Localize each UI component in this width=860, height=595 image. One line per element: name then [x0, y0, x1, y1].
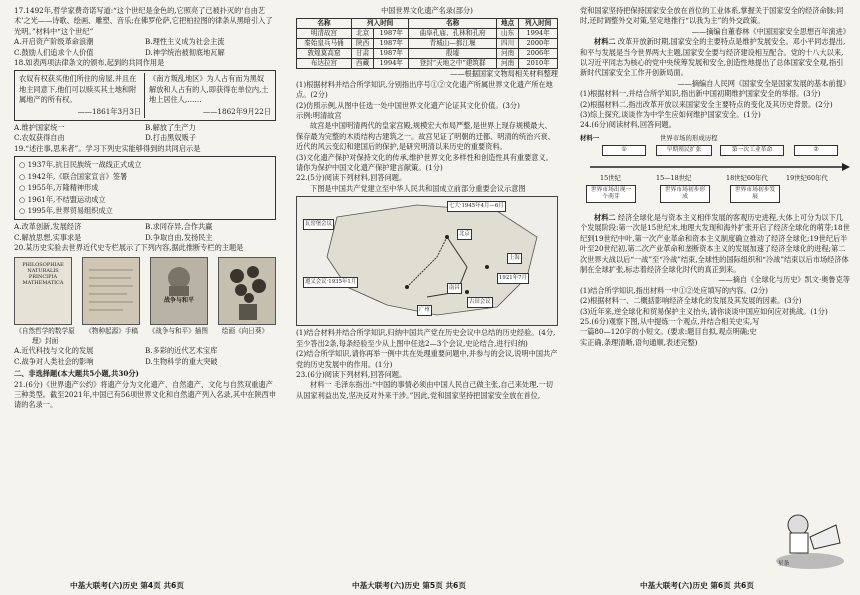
material-label: 材料一: [580, 133, 600, 142]
page-5-column: [296, 6, 558, 581]
example-body: 故宫是中国明清两代的皇家宫殿,规模宏大布局严整,是世界上现存规模最大、保存最为完整的木质结构古建筑之一。故宫见证了明朝的迁都、明清的统治兴衰、近代的风云变幻和建国后的保护,是研究明清以来历史的重要资料。: [296, 121, 555, 152]
timeline-top-box: 第一次工业革命: [720, 145, 784, 156]
caption: 《战争与和平》插图: [148, 326, 208, 335]
q21-part2: (2)仿照示例,从图中任选一处中国世界文化遗产论证其文化价值。(3分): [296, 100, 520, 110]
sunflowers-painting-image: [218, 257, 276, 325]
q22-part2: (2)结合所学知识,请你再举一例中共在处理重要问题中,并参与的会议,说明中国共产党的历史发展中的作用。(1分): [296, 349, 558, 369]
map-label: 遵义会议·1935年1月: [303, 277, 358, 288]
world-market-timeline: [580, 133, 850, 211]
timeline-top-box: ②: [794, 145, 838, 156]
table-row: 布达拉宫 西藏 1994年 登封“天地之中”建筑群 河南 2010年: [297, 59, 558, 69]
option: D.打击黑奴贩子: [145, 133, 196, 143]
option: B.解放了生产力: [145, 123, 196, 133]
q19-events-box: [14, 156, 276, 220]
option: A.维护国家统一: [14, 123, 65, 133]
page-6-column: [580, 6, 850, 581]
question-25: 25.(6分)观察下图,从中提炼一个观点,并结合相关史实,写一篇80—120字的小短文。(要求:题目自拟,观点明确;史实正确,条理清晰,语句通顺,表述完整): [580, 316, 760, 347]
q18-options: [14, 123, 276, 144]
q24-material2: 材料二 经济全球化是与资本主义相伴发展的客观历史进程,大体上可分为以下几个发展阶段:第一次是15世纪末,地理大发现和海外扩张开启了经济全球化的萌芽;18世纪到19世纪中叶,第一次产业革命和资本主义制度确立推动了经济全球化;19世纪后半叶至20世纪初,第二次产业革命和垄断资本主义的发展加速了经济全球化的进程;第二次世界大战以后“一战”至“冷战”结束,全球性的国际组织和“冷战”结束以后市场经济体制在全球扩张,标志着经济全球化时代的真正到来。: [580, 212, 850, 274]
continued-text: 党和国家坚持把保持国家安全放在首位的工业体系,掌握关于国家安全的经济命脉;同时,还时调整外交对策,坚定地推行“以我为主”的外交政策。: [580, 6, 844, 26]
cartoon-image: [770, 503, 850, 573]
option: C.战争对人类社会的影响: [14, 356, 94, 366]
caption: 绘画《向日葵》: [221, 326, 269, 335]
map-label: 北京: [457, 229, 472, 240]
q23-part2: (2)根据材料二,指出改革开放以来国家安全主要特点的变化及其历史背景。(2分): [580, 99, 833, 109]
q24-part2: (2)根据材料一、二概括影响经济全球化的发展及其发展的因素。(3分): [580, 296, 802, 306]
question-19: 19.“述往事,思来者”。学习下列史实能够得到的共同启示是: [14, 143, 201, 153]
option: B.多彩的近代艺术宝库: [145, 346, 218, 356]
option: C.鼓励人们追求个人价值: [14, 47, 94, 57]
q22-part1: (1)结合材料并结合所学知识,归纳中国共产党在历史会议中总结的历史经验。(4分,至少答出2条,每条经验至少从上图中任选2—3个会议,史论结合,进行归纳): [296, 328, 556, 348]
option: C.农奴获得自由: [14, 133, 65, 143]
q17-options: [14, 37, 276, 58]
q19-options: [14, 222, 276, 243]
q23-part3: (3)综上探究,谈谈作为中学生应如何维护国家安全。(1分): [580, 110, 761, 120]
timeline-top-box: 早期殖民扩张: [656, 145, 712, 156]
page-footer: 中基大联考(六)历史 第5页 共6页: [352, 581, 466, 590]
heritage-table-title: 中国世界文化遗产名录(部分): [381, 6, 473, 15]
option: B.求同存异,合作共赢: [145, 222, 213, 232]
question-17: 17.1492年,哲学家费奇诺写道:“这个世纪是金色的,它照亮了已被扑灭的‘自由艺术’之光——诗歌、绘画、雕塑、音乐;在佛罗伦萨,它把柏拉图的律条从黑暗引入了光明。”材料中“这个世纪”: [14, 6, 273, 36]
example-heading: 示例:明清故宫: [296, 111, 342, 121]
option: D.神学统治被彻底地瓦解: [145, 47, 225, 57]
q22-intro: 下图是中国共产党建立至中华人民共和国成立前部分重要会议示意图: [310, 183, 526, 193]
table-row: 明清故宫 北京 1987年 曲阜孔庙、孔林和孔府 山东 1994年: [297, 29, 558, 39]
question-18: 18.如表两项法律条文的颁布,起到的共同作用是: [14, 58, 165, 68]
map-label: 瓦窑堡会议: [303, 219, 334, 230]
q21-part3: (3)文化遗产保护对保持文化的传承,维护世界文化多样性和创造性具有重要意义。请你为保护中国文化遗产保护建言献策。(1分): [296, 152, 553, 173]
q20-images: [14, 257, 276, 325]
option: A.近代科技与文化的发展: [14, 346, 94, 356]
q20-captions: [14, 326, 276, 347]
table-header: 名称: [297, 19, 352, 29]
page-4-column: [14, 6, 276, 581]
option: D.争取自由,发扬民主: [145, 232, 213, 242]
table-row: 敦煌莫高窟 甘肃 1987年 殷墟 河南 2006年: [297, 49, 558, 59]
question-22: 22.(5分)阅读下列材料,回答问题。: [296, 173, 407, 183]
timeline-top-box: ①: [602, 145, 646, 156]
question-21: 21.(6分)《世界遗产公约》将遗产分为文化遗产、自然遗产、文化与自然双重遗产三种类型。截至2021年,中国已有56项世界文化和自然遗产列入名录,其中在陕西申请的名录一。: [14, 379, 276, 410]
q24-part3: (3)近年来,逆全球化和贸易保护主义抬头,请你谈谈中国应如何应对挑战。(1分): [580, 306, 828, 316]
q21-part1: (1)根据材料并结合所学知识,分别指出序号①②文化遗产所属世界文化遗产所在地点。(2分): [296, 79, 553, 100]
caption: 《自然哲学的数学原理》封面: [15, 326, 75, 345]
map-label: 上海: [507, 253, 522, 264]
material-source: ——摘编自人民网《国家安全是国家发展的基本前提》: [677, 78, 850, 88]
timeline-year: 15世纪: [600, 173, 621, 182]
event-item: ○ 1942年,《联合国家宣言》签署: [19, 171, 128, 181]
party-meetings-map: [296, 196, 558, 326]
caption: 《物种起源》手稿: [85, 326, 139, 335]
option: B.理性主义成为社会主流: [145, 37, 225, 47]
question-24: 24.(6分)阅读材料,回答问题。: [580, 120, 676, 130]
table-header: 列入时间: [519, 19, 558, 29]
q20-options: [14, 346, 276, 367]
q18-left-text: 农奴有权获买他们所住的房屋,并且在地主同意下,他们可以赎买其土地和附属地产的所有权。: [19, 74, 137, 105]
table-header-row: [297, 19, 558, 29]
heritage-table: [296, 18, 558, 69]
table-source: ——根据国家文物局相关材料整理: [450, 69, 558, 79]
timeline-bottom-box: 世界市场出现一个萌芽: [586, 185, 636, 203]
origin-of-species-manuscript-image: [82, 257, 140, 325]
map-label: 1921年7月: [497, 273, 529, 284]
event-item: ○ 1955年,万隆精神形成: [19, 183, 99, 193]
option: D.生物科学的重大突破: [145, 356, 218, 366]
q23-part1: (1)根据材料一,并结合所学知识,指出新中国初期维护国家安全的举措。(3分): [580, 89, 821, 99]
material-source: ——摘自《全球化与历史》凯文·奥鲁克等: [718, 275, 850, 285]
q18-table: [14, 70, 276, 121]
war-and-peace-illustration-image: 战争与和平: [150, 257, 208, 325]
event-item: ○ 1937年,抗日民族统一战线正式成立: [19, 160, 142, 170]
timeline-title: 世界市场的形成历程: [660, 133, 718, 142]
map-label: 广州: [417, 305, 432, 316]
principia-cover-image: PHILOSOPHIAE NATURALIS PRINCIPIA MATHEMATICA: [14, 257, 72, 325]
page-footer: 中基大联考(六)历史 第4页 共6页: [70, 581, 184, 590]
map-label: 七大·1945年4月—6月: [447, 201, 506, 212]
table-header: 列入时间: [351, 19, 408, 29]
timeline-year: 19世纪60年代: [786, 173, 828, 182]
timeline-bottom-box: 世界市场初步发展: [730, 185, 780, 203]
q23-material2: 材料二 改革开放新时期,国家安全的主要特点是维护发展安全。邓小平同志提出,和平与发展是当今世界两大主题,国家安全要与经济建设相互配合。党的十八大以来,以习近平同志为核心的党中央统筹发展和安全,创造性地提出了总体国家安全观,指引新时代国家安全工作开创新局面。: [580, 37, 846, 78]
section-heading-nonchoice: 二、非选择题(本大题共5小题,共30分): [14, 369, 139, 379]
q24-part1: (1)结合所学知识,指出材料一中①②处应填写的内容。(2分): [580, 285, 768, 295]
question-23: 23.(6分)阅读下列材料,回答问题。: [296, 369, 407, 379]
map-label: 古田会议: [467, 297, 493, 308]
timeline-year: 15—18世纪: [656, 173, 692, 182]
option: C.解放思想,实事求是: [14, 232, 82, 242]
timeline-year: 18世纪60年代: [726, 173, 768, 182]
material-source: ——摘编自董春林《中国国家安全思想百年演进》: [691, 26, 850, 36]
table-row: 秦始皇兵马俑 陕西 1987年 青城山—都江堰 四川 2000年: [297, 39, 558, 49]
timeline-bottom-box: 世界市场初步形成: [660, 185, 710, 203]
map-label: 南昌: [447, 283, 462, 294]
event-item: ○ 1995年,世界贸易组织成立: [19, 205, 113, 215]
q18-right-date: ——1862年9月22日: [203, 106, 271, 116]
table-header: 名称: [409, 19, 497, 29]
option: A.开启资产阶级革命浪潮: [14, 37, 94, 47]
page-footer: 中基大联考(六)历史 第6页 共6页: [640, 581, 754, 590]
q18-left-date: ——1861年3月3日: [77, 106, 141, 116]
q23-material1: 材料一 毛泽东指出:“中国的事情必须由中国人民自己做主张,自己来处理,一切从国家利益出发,坚决反对外来干涉。”因此,党和国家坚持把国家安全放在首位,: [296, 380, 553, 400]
table-header: 地点: [496, 19, 518, 29]
option: A.改革创新,发展经济: [14, 222, 82, 232]
cartoon-label: 星条: [778, 560, 790, 567]
q18-right-text: 《南方叛乱地区》为人占有而为黑奴解放和人占有的人,即获得在单位内,土地上居住人,……: [149, 74, 269, 105]
event-item: ○ 1961年,不结盟运动成立: [19, 194, 106, 204]
question-20: 20.某历史实验去世界近代史专栏展示了下列内容,据此推断专栏的主题是: [14, 243, 244, 253]
